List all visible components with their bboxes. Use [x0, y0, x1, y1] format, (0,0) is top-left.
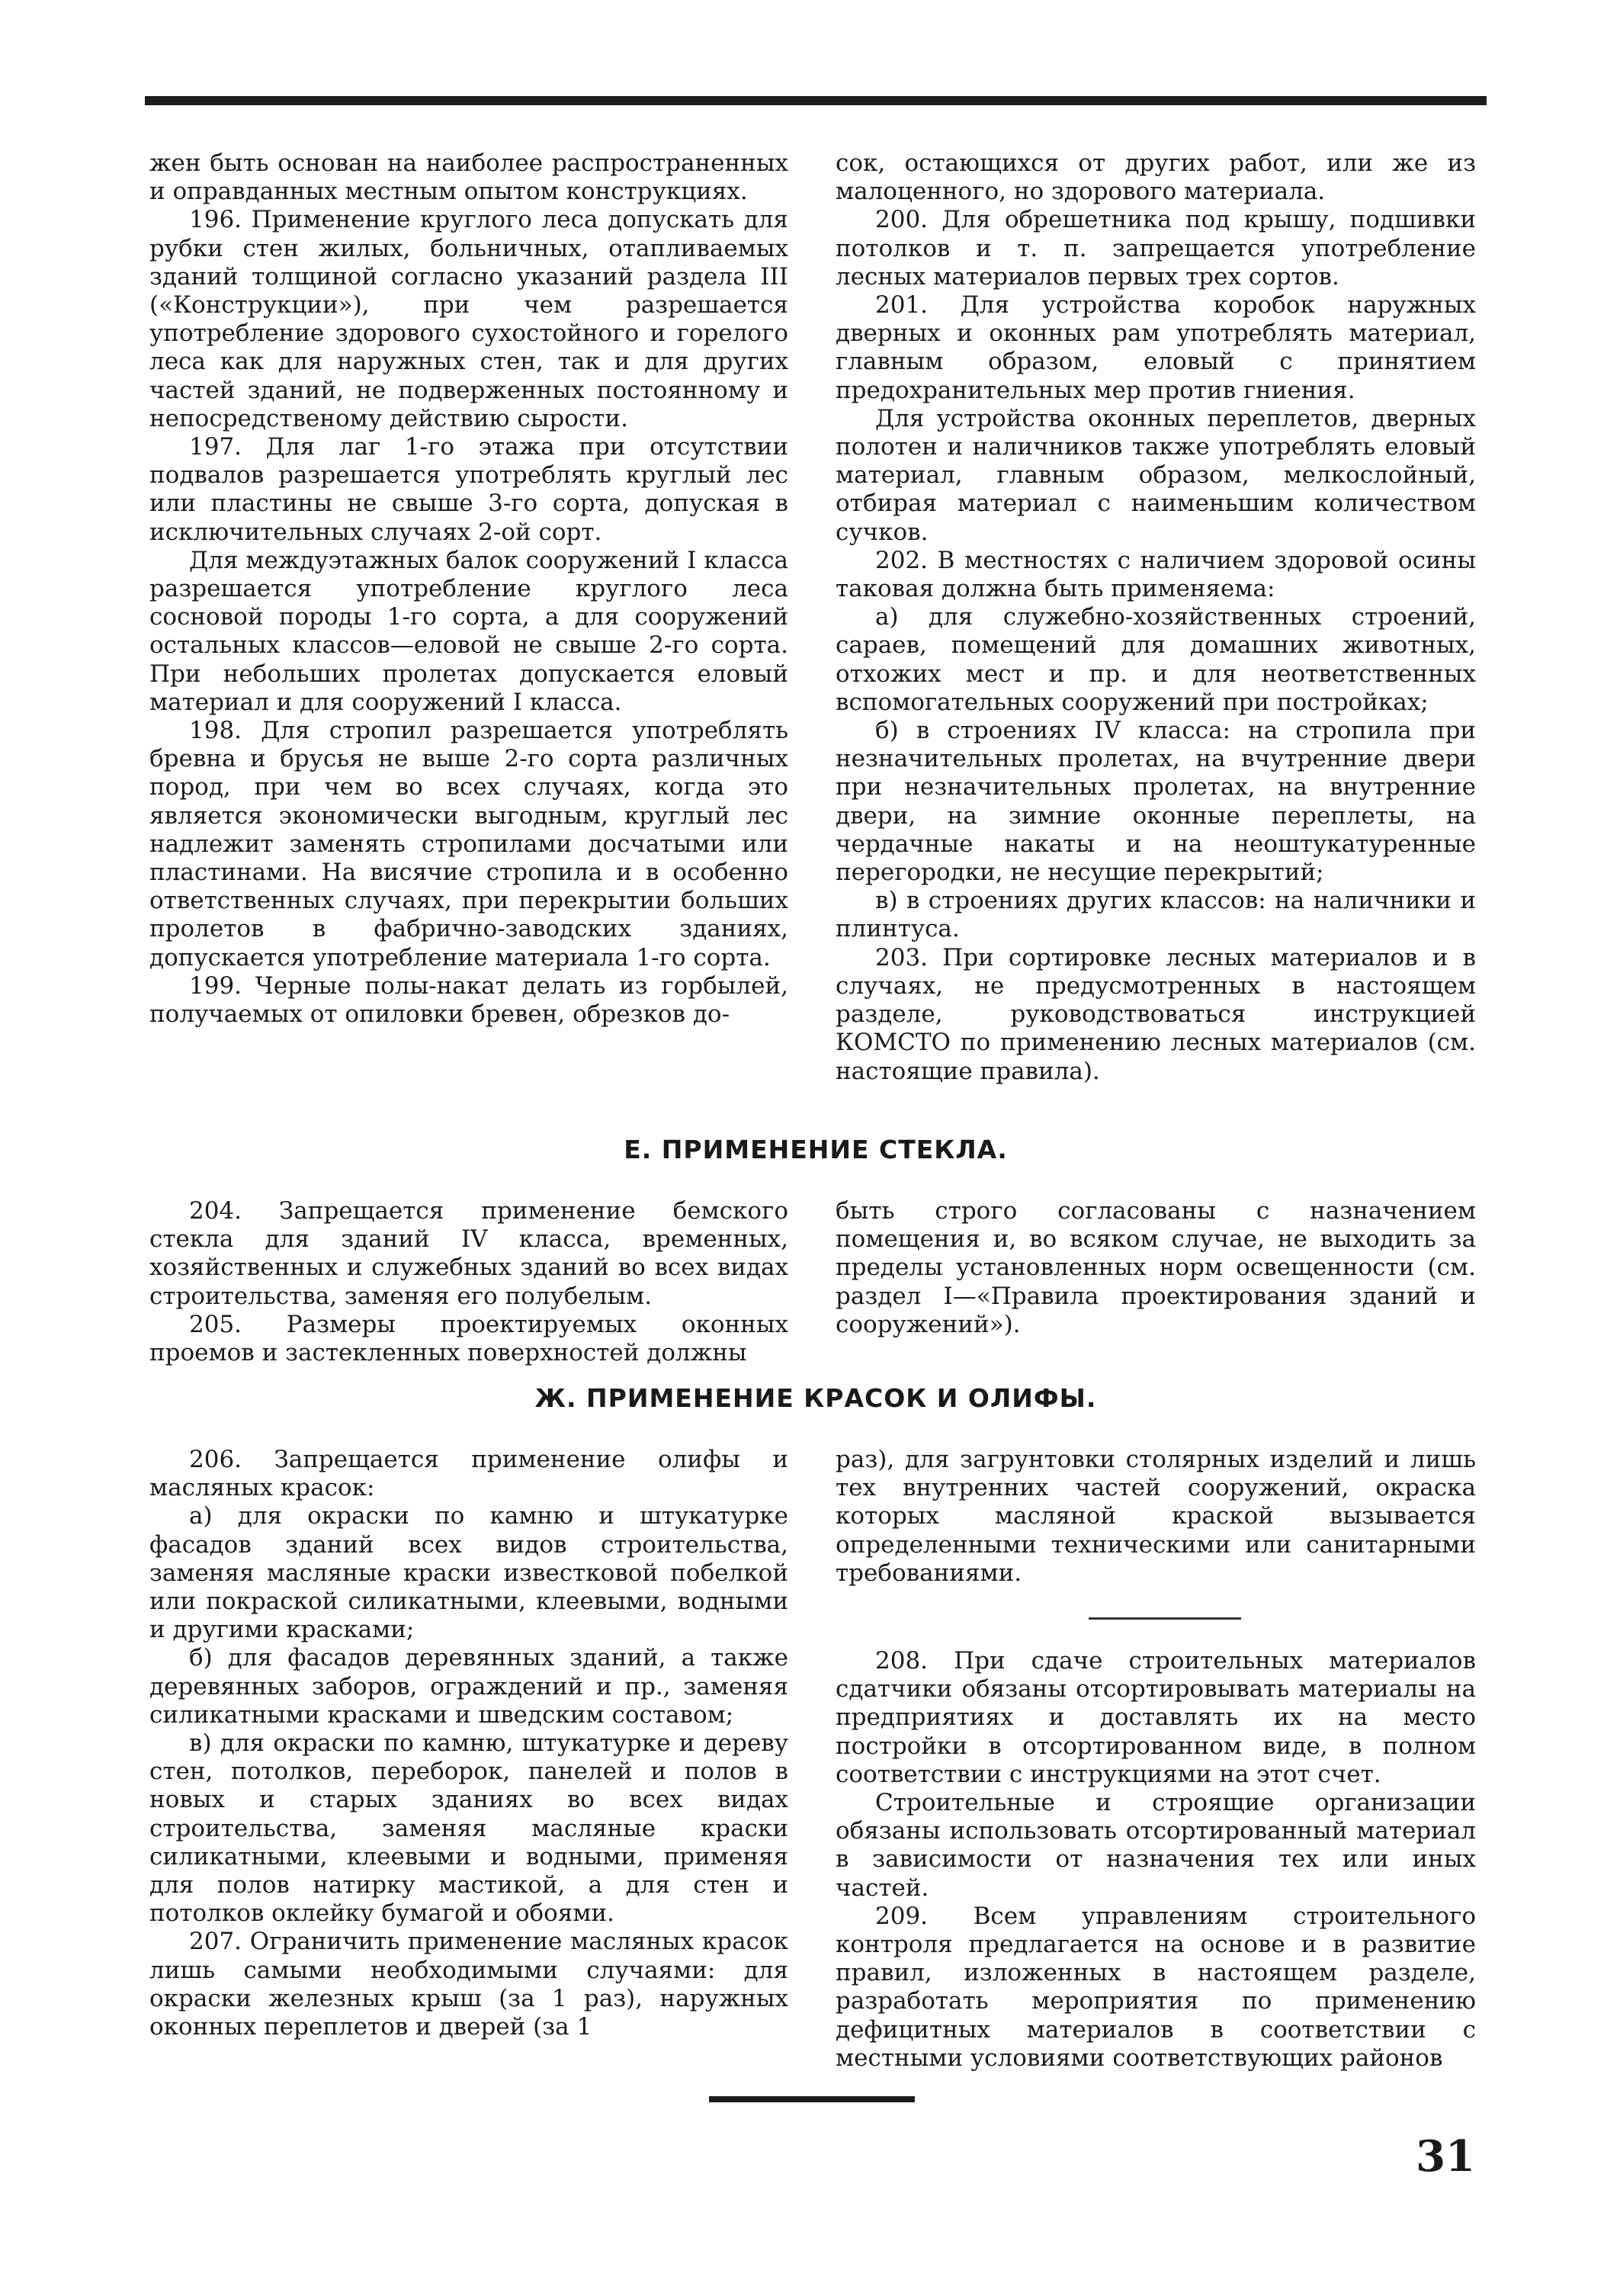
- paragraph: в) для окраски по камню, штукатурке и дереву стен, потолков, переборок, панелей и полов в новых и старых зданиях во всех видах строительства, заменяя масляные краски силикатными, клеевыми и водными, применяя для полов натирку мастикой, а для стен и потолков оклейку бумагой и обоями.: [149, 1729, 788, 1928]
- paragraph: 199. Черные полы-накат делать из горбылей, получаемых от опиловки бревен, обрезков до-: [149, 971, 788, 1029]
- section-zh-right-column-lower: [836, 1647, 1476, 2073]
- paragraph: раз), для загрунтовки столярных изделий и лишь тех внутренних частей сооружений, окраска которых масляной краской вызывается определенными техническими или санитарными требованиями.: [836, 1446, 1476, 1587]
- top-left-column: [149, 149, 788, 1029]
- section-heading-zh: Ж. ПРИМЕНЕНИЕ КРАСОК И ОЛИФЫ.: [534, 1383, 1097, 1413]
- top-rule: [145, 96, 1487, 105]
- paragraph: быть строго согласованы с назначением помещения и, во всяком случае, не выходить за пределы установленных норм освещенности (см. раздел I—«Правила проектирования зданий и сооружений»).: [836, 1197, 1476, 1338]
- bottom-rule: [709, 2096, 915, 2102]
- paragraph: сок, остающихся от других работ, или же из малоценного, но здорового материала.: [836, 149, 1476, 206]
- paragraph: 202. В местностях с наличием здоровой осины таковая должна быть применяема:: [836, 546, 1476, 603]
- paragraph: 205. Размеры проектируемых оконных проемов и застекленных поверхностей должны: [149, 1310, 788, 1367]
- paragraph: 203. При сортировке лесных материалов и в случаях, не предусмотренных в настоящем разделе, руководствоваться инструкцией КОМСТО по применению лесных материалов (см. настоящие правила).: [836, 943, 1476, 1085]
- page-number: 31: [1416, 2131, 1475, 2182]
- section-e-left-column: [149, 1197, 788, 1367]
- paragraph: 196. Применение круглого леса допускать для рубки стен жилых, больничных, отапливаемых зданий толщиной согласно указаний раздела III («Конструкции»), при чем разрешается употребление здорового сухостойного и горелого леса как для наружных стен, так и для других частей зданий, не подверженных постоянному и непосредственому действию сырости.: [149, 206, 788, 432]
- paragraph: жен быть основан на наиболее распространенных и оправданных местным опытом конструкциях.: [149, 149, 788, 206]
- paragraph: 208. При сдаче строительных материалов сдатчики обязаны отсортировывать материалы на предприятиях и доставлять их на место постройки в отсортированном виде, в полном соответствии с инструкциями на этот счет.: [836, 1647, 1476, 1788]
- section-zh-left-column: [149, 1446, 788, 2041]
- section-e-right-column: [836, 1197, 1476, 1339]
- paragraph: б) для фасадов деревянных зданий, а также деревянных заборов, ограждений и пр., заменяя силикатными красками и шведским составом;: [149, 1644, 788, 1729]
- paragraph: 197. Для лаг 1-го этажа при отсутствии подвалов разрешается употреблять круглый лес или пластины не свыше 3-го сорта, допуская в исключительных случаях 2-ой сорт.: [149, 433, 788, 546]
- paragraph: а) для окраски по камню и штукатурке фасадов зданий всех видов строительства, заменяя масляные краски известковой побелкой или покраской силикатными, клеевыми, водными и другими красками;: [149, 1502, 788, 1644]
- paragraph: Для устройства оконных переплетов, дверных полотен и наличников также употреблять еловый материал, главным образом, мелкослойный, отбирая материал с наименьшим количеством сучков.: [836, 404, 1476, 546]
- paragraph: 201. Для устройства коробок наружных дверных и оконных рам употреблять материал, главным образом, еловый с принятием предохранительных мер против гниения.: [836, 291, 1476, 404]
- section-zh-right-column: [836, 1446, 1476, 1588]
- paragraph: 198. Для стропил разрешается употреблять бревна и брусья не выше 2-го сорта различных пород, при чем во всех случаях, когда это является экономически выгодным, круглый лес надлежит заменять стропилами досчатыми или пластинами. На висячие стропила и в особенно ответственных случаях, при перекрытии больших пролетов в фабрично-заводских зданиях, допускается употребление материала 1-го сорта.: [149, 717, 788, 971]
- paragraph: Строительные и строящие организации обязаны использовать отсортированный материал в зависимости от назначения тех или иных частей.: [836, 1789, 1476, 1902]
- paragraph: 207. Ограничить применение масляных красок лишь самыми необходимыми случаями: для окраски железных крыш (за 1 раз), наружных оконных переплетов и дверей (за 1: [149, 1928, 788, 2041]
- paragraph: б) в строениях IV класса: на стропила при незначительных пролетах, на вчутренние двери при незначительных пролетах, на внутренние двери, на зимние оконные переплеты, на чердачные накаты и на неоштукатуренные перегородки, не несущие перекрытий;: [836, 717, 1476, 887]
- paragraph: Для междуэтажных балок сооружений I класса разрешается употребление круглого леса сосновой породы 1-го сорта, а для сооружений остальных классов—еловой не свыше 2-го сорта. При небольших пролетах допускается еловый материал и для сооружений I класса.: [149, 546, 788, 716]
- section-divider: [1089, 1617, 1241, 1620]
- paragraph: 209. Всем управлениям строительного контроля предлагается на основе и в развитие правил, изложенных в настоящем разделе, разработать мероприятия по применению дефицитных материалов в соответствии с местными условиями соответствующих районов: [836, 1902, 1476, 2072]
- paragraph: 204. Запрещается применение бемского стекла для зданий IV класса, временных, хозяйственных и служебных зданий во всех видах строительства, заменяя его полубелым.: [149, 1197, 788, 1310]
- paragraph: 200. Для обрешетника под крышу, подшивки потолков и т. п. запрещается употребление лесных материалов первых трех сортов.: [836, 206, 1476, 291]
- top-right-column: [836, 149, 1476, 1086]
- section-heading-e: Е. ПРИМЕНЕНИЕ СТЕКЛА.: [624, 1135, 1008, 1164]
- paragraph: в) в строениях других классов: на наличники и плинтуса.: [836, 887, 1476, 943]
- paragraph: а) для служебно-хозяйственных строений, сараев, помещений для домашних животных, отхожих мест и пр. и для неответственных вспомогательных сооружений при постройках;: [836, 603, 1476, 716]
- paragraph: 206. Запрещается применение олифы и масляных красок:: [149, 1446, 788, 1502]
